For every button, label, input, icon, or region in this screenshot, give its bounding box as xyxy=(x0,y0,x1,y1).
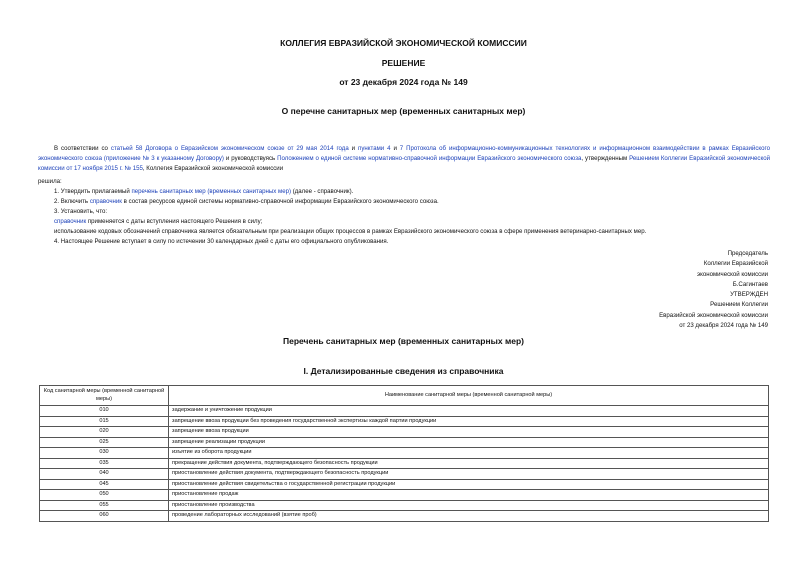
cell-name: прекращение действия документа, подтверждающего безопасность продукции xyxy=(169,458,769,469)
item-text: 1. Утвердить прилагаемый xyxy=(54,188,132,195)
table-row xyxy=(40,458,769,469)
cell-name: приостановление продаж xyxy=(169,490,769,501)
item-4: 4. Настоящее Решение вступает в силу по истечении 30 календарных дней с даты его официального опубликования. xyxy=(54,238,389,245)
preamble-text: , Коллегия Евразийской экономической комиссии xyxy=(142,165,284,172)
cell-name: запрещение ввоза продукции xyxy=(169,427,769,438)
cell-code: 040 xyxy=(40,469,169,480)
item-text: (далее - справочник). xyxy=(291,188,354,195)
cell-code: 035 xyxy=(40,458,169,469)
link-nsi-regulation[interactable]: Положением о единой системе нормативно-справочной информации Евразийского экономического союза xyxy=(277,155,582,162)
column-header-code: Код санитарной меры (временной санитарной меры) xyxy=(40,386,169,406)
approval-line: Решением Коллегии xyxy=(710,301,768,309)
preamble-paragraph xyxy=(38,144,770,174)
cell-name: приостановление действия свидетельства о государственной регистрации продукции xyxy=(169,479,769,490)
table-row xyxy=(40,479,769,490)
section-title: I. Детализированные сведения из справочника xyxy=(303,366,504,376)
decision-items xyxy=(38,187,778,247)
list-title: Перечень санитарных мер (временных санитарных мер) xyxy=(283,336,524,346)
resolved-label: решила: xyxy=(38,178,62,185)
cell-code: 015 xyxy=(40,416,169,427)
signature-line: Председатель xyxy=(727,250,768,257)
item-3: 3. Установить, что: xyxy=(54,208,108,215)
table-row xyxy=(40,416,769,427)
table-row xyxy=(40,500,769,511)
cell-name: запрещение реализации продукции xyxy=(169,437,769,448)
table-row xyxy=(40,511,769,522)
org-heading: КОЛЛЕГИЯ ЕВРАЗИЙСКОЙ ЭКОНОМИЧЕСКОЙ КОМИССИИ xyxy=(280,38,527,48)
table-row xyxy=(40,427,769,438)
link-reference-book[interactable]: справочник xyxy=(89,198,122,205)
cell-code: 010 xyxy=(40,406,169,417)
cell-code: 025 xyxy=(40,437,169,448)
cell-code: 050 xyxy=(40,490,169,501)
link-point-7[interactable]: 7 xyxy=(399,145,404,152)
link-points-4[interactable]: пунктами 4 xyxy=(358,145,391,152)
table-header-row xyxy=(40,386,769,406)
table-row xyxy=(40,437,769,448)
doc-type-heading: РЕШЕНИЕ xyxy=(381,58,426,68)
table-row xyxy=(40,448,769,459)
item-3-1 xyxy=(38,217,778,227)
preamble-text: , утвержденным xyxy=(581,155,630,162)
item-2 xyxy=(38,197,778,207)
cell-code: 060 xyxy=(40,511,169,522)
signature-line: Коллегии Евразийской xyxy=(703,260,768,268)
cell-name: проведение лабораторных исследований (взятие проб) xyxy=(169,511,769,522)
cell-code: 045 xyxy=(40,479,169,490)
approval-line: Евразийской экономической комиссии xyxy=(659,311,768,319)
cell-name: приостановление действия документа, подтверждающего безопасность продукции xyxy=(169,469,769,480)
item-text: применяется с даты вступления настоящего Решения в силу; xyxy=(86,218,263,225)
approved-label: УТВЕРЖДЕН xyxy=(730,291,768,299)
signatory-name: Б.Сагинтаев xyxy=(732,280,768,288)
approval-date: от 23 декабря 2024 года № 149 xyxy=(679,322,768,330)
column-header-name: Наименование санитарной меры (временной санитарной меры) xyxy=(169,386,769,406)
measures-table xyxy=(39,385,769,522)
date-number-heading: от 23 декабря 2024 года № 149 xyxy=(339,77,468,87)
link-reference-book[interactable]: справочник xyxy=(54,218,87,225)
table-row xyxy=(40,406,769,417)
link-measures-list[interactable]: перечень санитарных мер (временных санитарных мер) xyxy=(131,188,292,195)
signature-line: экономической комиссии xyxy=(696,270,768,278)
preamble-text: и руководствуясь xyxy=(223,155,278,162)
table-row xyxy=(40,469,769,480)
cell-code: 020 xyxy=(40,427,169,438)
table-row xyxy=(40,490,769,501)
preamble-text: В соответствии со xyxy=(54,145,111,152)
item-3-2: использование кодовых обозначений справочника является обязательным при реализации общих процессов в рамках Евразийского экономического союза в сфере применения ветеринарно-санитарных мер. xyxy=(54,228,647,235)
item-text: в состав ресурсов единой системы нормативно-справочной информации Евразийского экономического союза. xyxy=(121,198,439,205)
link-decision-155[interactable]: Решением Коллегии Евразийской экономической комиссии от 17 ноября 2015 г. № 155 xyxy=(38,155,770,172)
cell-name: изъятие из оборота продукции xyxy=(169,448,769,459)
cell-name: запрещение ввоза продукции без проведения государственной экспертизы каждой партии продукции xyxy=(169,416,769,427)
cell-name: задержание и уничтожение продукции xyxy=(169,406,769,417)
preamble-text: и xyxy=(390,145,400,152)
item-text: 2. Включить xyxy=(54,198,90,205)
cell-name: приостановление производства xyxy=(169,500,769,511)
cell-code: 030 xyxy=(40,448,169,459)
cell-code: 055 xyxy=(40,500,169,511)
item-1 xyxy=(38,187,778,197)
signature-block xyxy=(548,249,768,331)
subject-heading: О перечне санитарных мер (временных санитарных мер) xyxy=(281,106,526,116)
link-ict-protocol[interactable]: Протокола об информационно-коммуникационных технологиях и информационном взаимодействии в рамках Евразийского экономического союза (приложение № 3 к указанному Договору) xyxy=(38,145,770,162)
link-treaty-article[interactable]: статьей 58 Договора о Евразийском экономическом союзе от 29 мая 2014 года xyxy=(110,145,349,152)
preamble-text: и xyxy=(348,145,359,152)
